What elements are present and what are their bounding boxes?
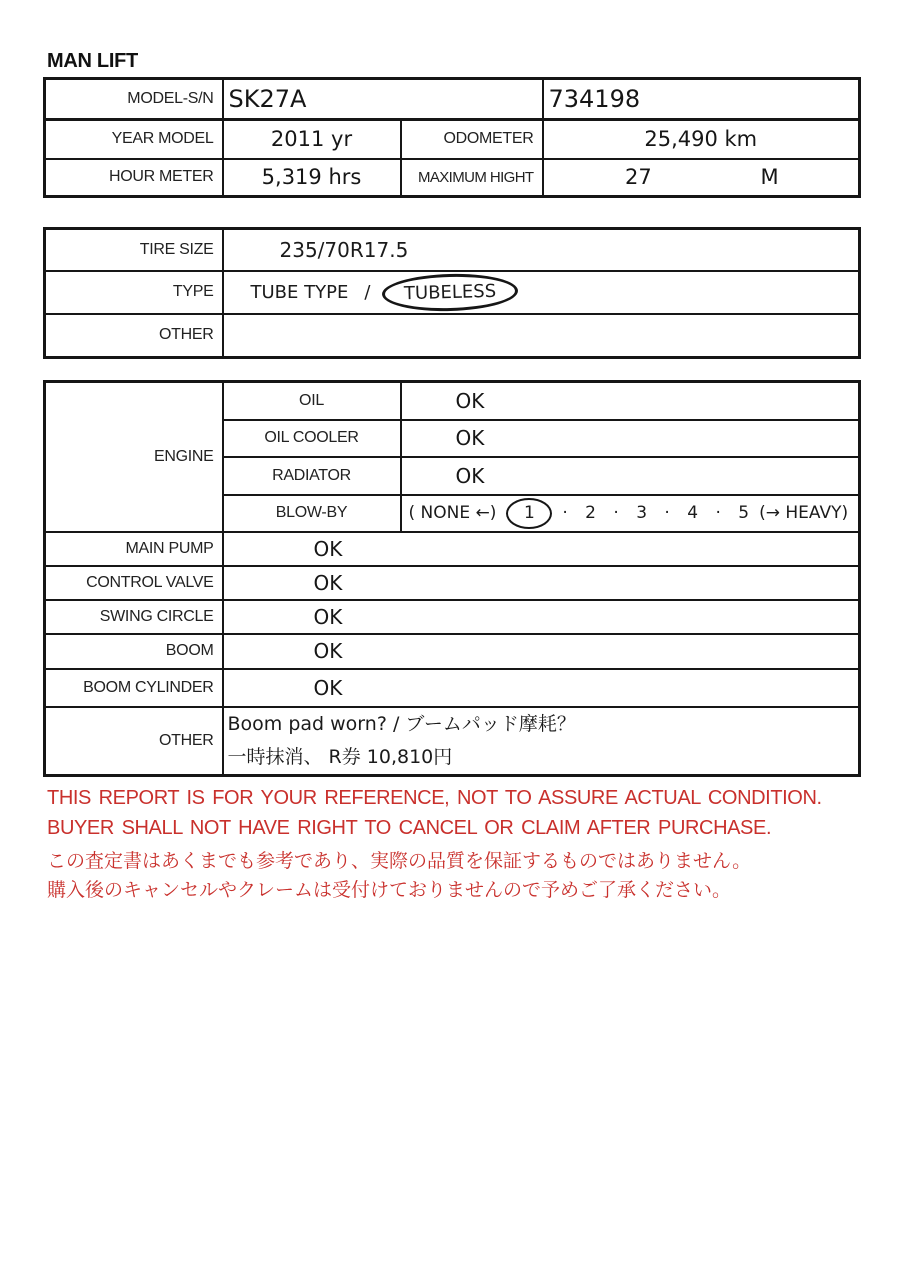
disclaimer-line-en1: THIS REPORT IS FOR YOUR REFERENCE, NOT TO ASSURE ACTUAL CONDITION. bbox=[47, 787, 822, 809]
odometer-value: 25,490 km bbox=[543, 120, 860, 159]
disclaimer-line-en2: BUYER SHALL NOT HAVE RIGHT TO CANCEL OR CLAIM AFTER PURCHASE. bbox=[47, 817, 772, 839]
table-row bbox=[45, 120, 860, 159]
inspection-other-cell bbox=[223, 707, 860, 776]
type-separator: / bbox=[364, 281, 371, 303]
blowby-none-label: ( NONE ←) bbox=[408, 503, 497, 523]
inspection-other-label: OTHER bbox=[45, 707, 223, 776]
disclaimer-line-jp2: 購入後のキャンセルやクレームは受付けておりませんので予めご了承ください。 bbox=[47, 880, 732, 901]
year-model-label: YEAR MODEL bbox=[45, 120, 223, 159]
inspection-table bbox=[43, 380, 861, 777]
table-row bbox=[45, 229, 860, 271]
boom-label: BOOM bbox=[45, 634, 223, 669]
tire-type-cell bbox=[223, 271, 860, 314]
control-valve-value: OK bbox=[223, 566, 860, 600]
swing-circle-value: OK bbox=[223, 600, 860, 634]
engine-section-label: ENGINE bbox=[45, 382, 223, 532]
max-height-value: 27 bbox=[624, 165, 652, 190]
serial-number-value: 734198 bbox=[543, 79, 860, 120]
radiator-label: RADIATOR bbox=[223, 457, 401, 495]
max-height-unit: M bbox=[760, 165, 779, 190]
blowby-selected-rating: 1 bbox=[523, 503, 535, 523]
oil-cooler-value: OK bbox=[401, 420, 860, 457]
blowby-scale: · 2 · 3 · 4 · 5 bbox=[562, 503, 750, 523]
engine-oil-value: OK bbox=[401, 382, 860, 420]
table-row bbox=[45, 634, 860, 669]
table-row bbox=[45, 532, 860, 566]
max-height-label: MAXIMUM HIGHT bbox=[401, 159, 543, 197]
table-row bbox=[45, 382, 860, 420]
tire-type-label: TYPE bbox=[45, 271, 223, 314]
model-sn-value: SK27A bbox=[223, 79, 543, 120]
odometer-label: ODOMETER bbox=[401, 120, 543, 159]
page-title: MAN LIFT bbox=[47, 50, 138, 72]
other-note-line2: 一時抹消、 R券 10,810円 bbox=[227, 745, 453, 768]
tire-size-label: TIRE SIZE bbox=[45, 229, 223, 271]
disclaimer bbox=[47, 783, 822, 905]
tubeless-option: TUBELESS bbox=[404, 280, 497, 304]
swing-circle-label: SWING CIRCLE bbox=[45, 600, 223, 634]
table-row bbox=[45, 314, 860, 358]
other-note-line1: Boom pad worn? / ブームパッド摩耗？ bbox=[227, 712, 576, 735]
boom-cylinder-label: BOOM CYLINDER bbox=[45, 669, 223, 707]
boom-cylinder-value: OK bbox=[223, 669, 860, 707]
tire-size-value: 235/70R17.5 bbox=[223, 229, 860, 271]
table-row bbox=[45, 79, 860, 120]
table-row bbox=[45, 566, 860, 600]
main-pump-label: MAIN PUMP bbox=[45, 532, 223, 566]
main-pump-value: OK bbox=[223, 532, 860, 566]
hour-meter-label: HOUR METER bbox=[45, 159, 223, 197]
blowby-heavy-label: (→ HEAVY) bbox=[759, 503, 849, 523]
tube-type-option: TUBE TYPE bbox=[250, 281, 349, 303]
year-model-value: 2011 yr bbox=[223, 120, 401, 159]
tire-other-label: OTHER bbox=[45, 314, 223, 358]
blowby-selected-rating-circle bbox=[506, 498, 552, 529]
radiator-value: OK bbox=[401, 457, 860, 495]
model-sn-label: MODEL-S/N bbox=[45, 79, 223, 120]
table-row bbox=[45, 707, 860, 776]
tubeless-circle-annotation bbox=[382, 272, 519, 313]
disclaimer-line-jp1: この査定書はあくまでも参考であり、実際の品質を保証するものではありません。 bbox=[47, 851, 752, 872]
max-height-cell bbox=[543, 159, 860, 197]
table-row bbox=[45, 271, 860, 314]
control-valve-label: CONTROL VALVE bbox=[45, 566, 223, 600]
spec-table bbox=[43, 77, 861, 198]
blowby-cell bbox=[401, 495, 860, 532]
table-row bbox=[45, 600, 860, 634]
table-row bbox=[45, 669, 860, 707]
boom-value: OK bbox=[223, 634, 860, 669]
tire-other-value bbox=[223, 314, 860, 358]
blowby-label: BLOW-BY bbox=[223, 495, 401, 532]
engine-oil-label: OIL bbox=[223, 382, 401, 420]
hour-meter-value: 5,319 hrs bbox=[223, 159, 401, 197]
tire-table bbox=[43, 227, 861, 359]
table-row bbox=[45, 159, 860, 197]
oil-cooler-label: OIL COOLER bbox=[223, 420, 401, 457]
